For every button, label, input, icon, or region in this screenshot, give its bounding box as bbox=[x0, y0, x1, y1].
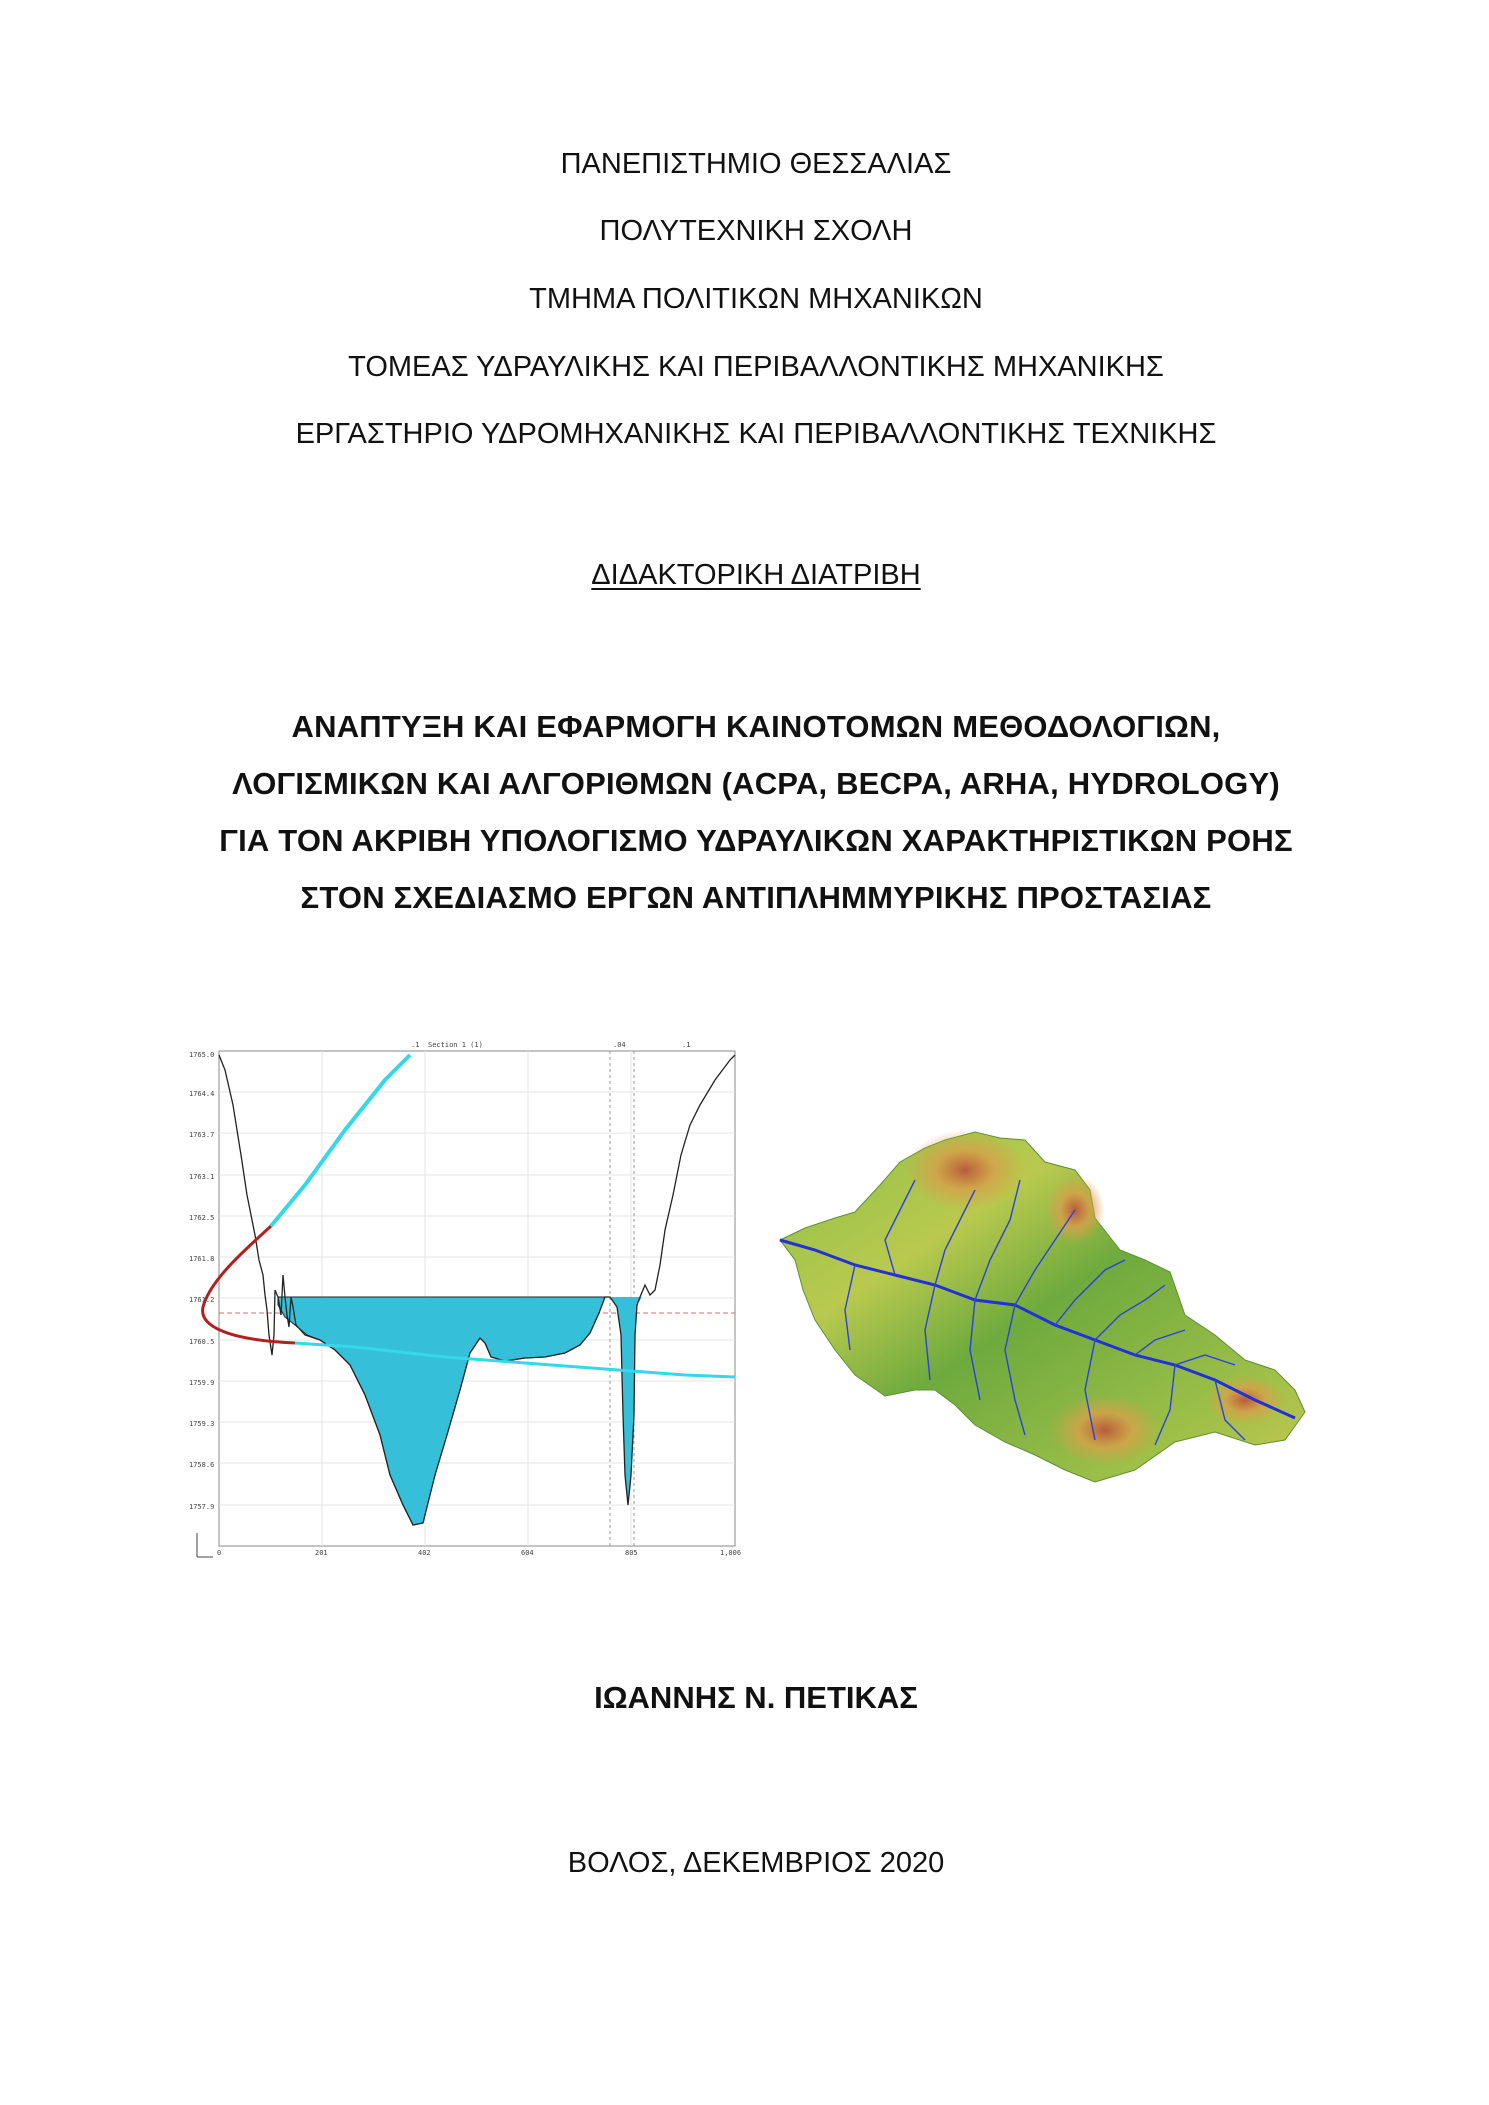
y-tick: 1764.4 bbox=[189, 1090, 215, 1098]
y-tick: 1759.9 bbox=[189, 1379, 215, 1387]
thesis-title-line-3: ΓΙΑ ΤΟΝ ΑΚΡΙΒΗ ΥΠΟΛΟΓΙΣΜΟ ΥΔΡΑΥΛΙΚΩΝ ΧΑΡΑΚΤΗΡΙΣΤΙΚΩΝ ΡΟΗΣ bbox=[219, 823, 1293, 858]
author-name: ΙΩΑΝΝΗΣ Ν. ΠΕΤΙΚΑΣ bbox=[594, 1680, 918, 1715]
manning-label: .04 bbox=[613, 1041, 626, 1049]
y-tick: 1759.3 bbox=[189, 1420, 215, 1428]
y-tick: 1761.8 bbox=[189, 1255, 215, 1263]
x-tick: 604 bbox=[521, 1549, 534, 1557]
watershed-map bbox=[775, 1100, 1355, 1490]
y-tick: 1765.0 bbox=[189, 1051, 215, 1059]
y-tick: 1761.2 bbox=[189, 1296, 215, 1304]
y-tick: 1763.1 bbox=[189, 1173, 215, 1181]
figure-title: Section 1 (1) bbox=[428, 1041, 483, 1049]
x-tick: 201 bbox=[315, 1549, 328, 1557]
x-tick: 1,006 bbox=[720, 1549, 742, 1557]
school-name: ΠΟΛΥΤΕΧΝΙΚΗ ΣΧΟΛΗ bbox=[599, 215, 913, 247]
y-tick: 1758.6 bbox=[189, 1461, 215, 1469]
thesis-title-line-4: ΣΤΟΝ ΣΧΕΔΙΑΣΜΟ ΕΡΓΩΝ ΑΝΤΙΠΛΗΜΜΥΡΙΚΗΣ ΠΡΟΣΤΑΣΙΑΣ bbox=[300, 880, 1212, 915]
place-and-date: ΒΟΛΟΣ, ΔΕΚΕΜΒΡΙΟΣ 2020 bbox=[567, 1847, 945, 1879]
thesis-title-line-1: ΑΝΑΠΤΥΞΗ ΚΑΙ ΕΦΑΡΜΟΓΗ ΚΑΙΝΟΤΟΜΩΝ ΜΕΘΟΔΟΛΟΓΙΩΝ, bbox=[291, 709, 1221, 744]
division-name: ΤΟΜΕΑΣ ΥΔΡΑΥΛΙΚΗΣ ΚΑΙ ΠΕΡΙΒΑΛΛΟΝΤΙΚΗΣ ΜΗΧΑΝΙΚΗΣ bbox=[348, 351, 1164, 383]
y-tick: 1760.5 bbox=[189, 1338, 215, 1346]
department-name: ΤΜΗΜΑ ΠΟΛΙΤΙΚΩΝ ΜΗΧΑΝΙΚΩΝ bbox=[529, 283, 983, 315]
laboratory-name: ΕΡΓΑΣΤΗΡΙΟ ΥΔΡΟΜΗΧΑΝΙΚΗΣ ΚΑΙ ΠΕΡΙΒΑΛΛΟΝΤΙΚΗΣ ΤΕΧΝΙΚΗΣ bbox=[295, 418, 1217, 450]
x-tick: 0 bbox=[217, 1549, 222, 1557]
x-tick: 805 bbox=[625, 1549, 638, 1557]
y-tick: 1763.7 bbox=[189, 1131, 215, 1139]
cross-section-plot bbox=[185, 1035, 745, 1560]
cross-section-figure bbox=[185, 1035, 745, 1560]
manning-label: .1 bbox=[682, 1041, 691, 1049]
y-axis-ticks bbox=[189, 1051, 214, 1511]
university-name: ΠΑΝΕΠΙΣΤΗΜΙΟ ΘΕΣΣΑΛΙΑΣ bbox=[560, 148, 952, 180]
y-tick: 1757.9 bbox=[189, 1503, 215, 1511]
x-tick: 402 bbox=[418, 1549, 431, 1557]
thesis-title-line-2: ΛΟΓΙΣΜΙΚΩΝ ΚΑΙ ΑΛΓΟΡΙΘΜΩΝ (ACPA, BECPA, ARHA, HYDROLOGY) bbox=[232, 766, 1280, 801]
y-tick: 1762.5 bbox=[189, 1214, 215, 1222]
axes-icon bbox=[197, 1533, 213, 1557]
document-type: ΔΙΔΑΚΤΟΡΙΚΗ ΔΙΑΤΡΙΒΗ bbox=[591, 559, 921, 591]
x-axis-ticks bbox=[217, 1549, 741, 1557]
watershed-relief-image bbox=[775, 1100, 1355, 1490]
manning-label: .1 bbox=[411, 1041, 420, 1049]
